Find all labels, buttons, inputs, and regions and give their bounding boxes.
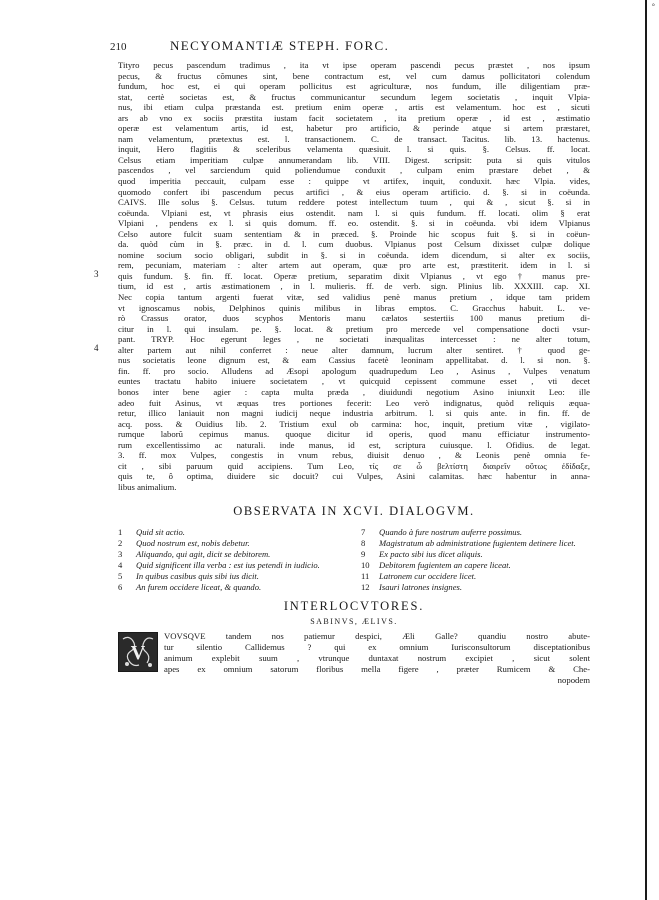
observata-item [361,538,590,549]
body-line: retur, illico laniauit non magni iudicij neque industria arbitrum. l. si quis ante. in fin. ff. de [118,408,590,419]
observata-item [361,560,590,571]
body-line: operæ est velamentum artis, id est, habetur pro artificio, & perinde atque si artem præstaret, [118,123,590,134]
observata-item-text: Quod nostrum est, nobis debetur. [136,538,250,549]
observata-title: OBSERVATA IN XCVI. DIALOGVM. [233,504,475,519]
body-line: fundum, hoc est, ei qui operam pollicitus est agriculturæ, nos fundum, ille diligentiam præ- [118,81,590,92]
body-line: da. quòd cùm in §. præc. in d. l. cum duobus. Vlpianus post Celsum dixisset culpæ dolique [118,239,590,250]
observata-item-number: 11 [361,571,370,582]
observata-left-column [118,527,347,593]
observata-item [118,571,347,582]
observata-item-text: Magistratum ab administratione fugientem detinere licet. [379,538,576,549]
body-line: bonos inter bene agier : capta multa præda , diuidundi negotium Asino iniunxit Leo: ille [118,386,590,397]
observata-item-text: Ex pacto sibi ius dicet aliquis. [379,549,483,560]
dialogue-opening [118,631,590,685]
document-page [94,38,590,685]
body-line: quis fundum. §. fin. ff. locat. Operæ pretium, separatim dixit Vlpianus , vt ego † manus pre- [118,270,590,281]
observata-item-text: Latronem cur occidere licet. [379,571,477,582]
observata-item [118,527,347,538]
observata-item-number: 5 [118,571,123,582]
observata-index [118,527,590,593]
decorated-initial-icon [118,632,158,672]
dialogue-line: nopodem [557,674,590,685]
observata-item-text: Debitorem fugientem an capere liceat. [379,560,511,571]
observata-item [118,538,347,549]
observata-item-text: Quando à fure nostrum auferre possimus. [379,527,523,538]
body-line: inquit, Hero flagitiis & sceleribus velamenta quæsiuit. l. si quis. §. Celsus. ff. locat. [118,144,590,155]
observata-item-number: 9 [361,549,366,560]
body-line: pecus, & fructus cõmunes sint, bene contractum est, vel cum damus pollicitatori colendum [118,70,590,81]
body-line: nus, ibi etiam culpa præstanda est. pretium enim operæ , artis est velamentum. hoc est , sicuti [118,102,590,113]
body-line: tium, id est , artis æstimationem , in l. mulieris. ff. de verb. sign. Plinius lib. XXXIII. cap. XI. [118,281,590,292]
dialogue-line: animum explebit suum , vtrunque duntaxat nostrum excipiet , sicut solent [164,653,590,664]
body-line: rem, pecuniam, materiam : alter artem aut operam, quæ pro arte est, præstiterit. idem in l. si [118,260,590,271]
body-line: pant. TRYP. Hoc egerunt leges , ne societati inæqualitas intercesset : ne alter totum, [118,334,590,345]
body-line: rumque laborũ cepimus manus. quoque dicitur id operis, quod manu efficiatur instrumento- [118,429,590,440]
body-line: CAIVS. Ille solus §. Celsus. tutum reddere potest intellectum tuum , qui & , sicut §. si in [118,197,590,208]
observata-item-text: An furem occidere liceat, & quando. [136,582,262,593]
body-line: Celsus etiam imperitiam culpæ annumerandam lib. VIII. Digest. scripsit: puta si quis vitulos [118,154,590,165]
body-line: quis te, ô optima, diuidere sic docuit? cui Vulpes, Asini calamitas. hæc habentur in anna- [118,471,590,482]
body-line: alter partem aut nihil conferret : neue alter damnum, lucrum alter sentiret. † quod ge- [118,344,590,355]
observata-item-number: 12 [361,582,370,593]
margin-note: 3 [94,269,99,279]
body-line: citur in l. qui insulam. pe. §. locat. & pretium pro mercede vel compensatione docti vsur- [118,323,590,334]
body-line: vt ignoscamus nobis, Delphinos quinis milibus in libras emptos. C. Gracchus habuit. L. ve- [118,302,590,313]
observata-item-number: 3 [118,549,123,560]
dialogue-line: apes ex omnium satorum floribus mella figere , præter Rumicem & Che- [164,663,590,674]
body-line: adeo fuit Asinus, vt æquas tres portiones fecerit: Leo verò indignatus, quòd reliquis æqua- [118,397,590,408]
body-line: Tityro pecus pascendum tradimus , ita vt ipse operam pascendi pecus præstet , nos ipsum [118,60,590,70]
body-line: rum excellentissimo ac naturali. inde manus, id est, scriptura cuiusque. l. Ofidius. de legat. [118,439,590,450]
observata-item-number: 10 [361,560,370,571]
body-line: fin. ff. pro socio. Alludens ad Æsopi apologum quadrupedum Leo , Asinus , Vulpes venatum [118,365,590,376]
body-line: coëunda. Vlpiani est, vt phrasis eius ostendit. nam l. si quis fundum. ff. locati. olim § erat [118,207,590,218]
initial-letter: V [130,642,146,665]
body-line: nomine socium socio obligari, subdit in §. si in coëunda. idem dicendum, si alter ex sociis, [118,249,590,260]
observata-item-text: Quid sit actio. [136,527,185,538]
observata-item-number: 8 [361,538,366,549]
body-line: Vlpiani , pendens ex l. si quis domum. ff. eo. ostendit. §. si in coëunda. vbi idem Vlpianus [118,218,590,229]
body-line: euntes tractatu habito iniuere societatem , vt quicquid cepissent commune esset , vti decet [118,376,590,387]
body-line: nam velamentum, prætextus est. l. transactionem. C. de transact. Tacitus. lib. 13. hactenus. [118,133,590,144]
observata-item-text: Quid significent illa verba : est ius petendi in iudicio. [136,560,320,571]
margin-note: 4 [94,342,99,353]
observata-item-number: 4 [118,560,123,571]
observata-item-text: Isauri latrones insignes. [379,582,462,593]
observata-item-number: 2 [118,538,123,549]
edge-mark: ° [651,2,655,11]
body-line: rò Crassus orator, duos scyphos Mentoris manu cælatos sestertiis 100 manus pretium di- [118,313,590,324]
body-line: 3. ff. mox Vulpes, congestis in vnum rebus, diuisit denuo , & Leonis penè omnia fe- [118,450,590,461]
running-title: NECYOMANTIÆ STEPH. FORC. [170,38,390,53]
body-line: quomodo confert ibi pascendum pecus artifici , & eius operam artificio. d. §. si in coëunda. [118,186,590,197]
dialogue-text [118,631,590,685]
body-line: cit , sibi paruum quid accipiens. Tum Leo, τίς σε ὦ βελτίστη διαιρεῖν οὕτως ἐδίδαξε, [118,460,590,471]
observata-item [361,582,590,593]
observata-item-number: 6 [118,582,123,593]
observata-right-column [361,527,590,593]
dialogue-line: tur silentio Callidemus ? qui ex omnium Iurisconsultorum disceptationibus [164,642,590,653]
observata-item [361,549,590,560]
observata-item-text: Aliquando, qui agit, dicit se debitorem. [136,549,271,560]
body-line: acq. poss. & Ouidius lib. 2. Tristium exul ob carmina: hoc, inquit, pretium vitæ , vigilato- [118,418,590,429]
speakers-line: SABINVS, ÆLIVS. [310,617,398,627]
body-text [118,60,590,492]
page-header [110,38,590,54]
body-line: Nec copia tantum argenti fuerat vitæ, sed validius penè manus pretium , idque tam pridem [118,292,590,303]
observata-item-text: In quibus casibus quis sibi ius dicit. [136,571,259,582]
page-number: 210 [110,41,127,53]
observata-item-number: 1 [118,527,123,538]
observata-item [118,549,347,560]
observata-item [118,582,347,593]
body-line: libus animalium. [118,481,177,492]
observata-item [361,571,590,582]
body-line: pascendos , vel sarciendum quid poliendumue conduxit , culpam enim præstare debet , & [118,165,590,176]
body-line: quod imperitia peccauit, culpam esse : quippe vt artifex, inquit, conduxit. hæc Vlpia. vides, [118,176,590,187]
observata-item [118,560,347,571]
body-line: stat, certè societas est, & fructus communicantur secundum legem societatis , inquit Vlpia- [118,91,590,102]
dialogue-line: VOVSQVE tandem nos patiemur despici, Æli Galle? quandiu nostro abute- [164,631,590,642]
body-line: nus societatis leone dignum est, & eam Cassius facetè leoninam appellitabat. d. l. si non. §. [118,355,590,366]
observata-item [361,527,590,538]
observata-item-number: 7 [361,527,366,538]
body-line: ars ab vno ex sociis præstita iustam facit societatem , ita pretium operæ , id est , æstimatio [118,112,590,123]
interlocutores-title: INTERLOCVTORES. [283,599,425,614]
body-line: Celso autore fulcit suam sententiam & in præced. §. Proinde hic scopus fuit §. si in coëun- [118,228,590,239]
page-edge [645,0,659,900]
